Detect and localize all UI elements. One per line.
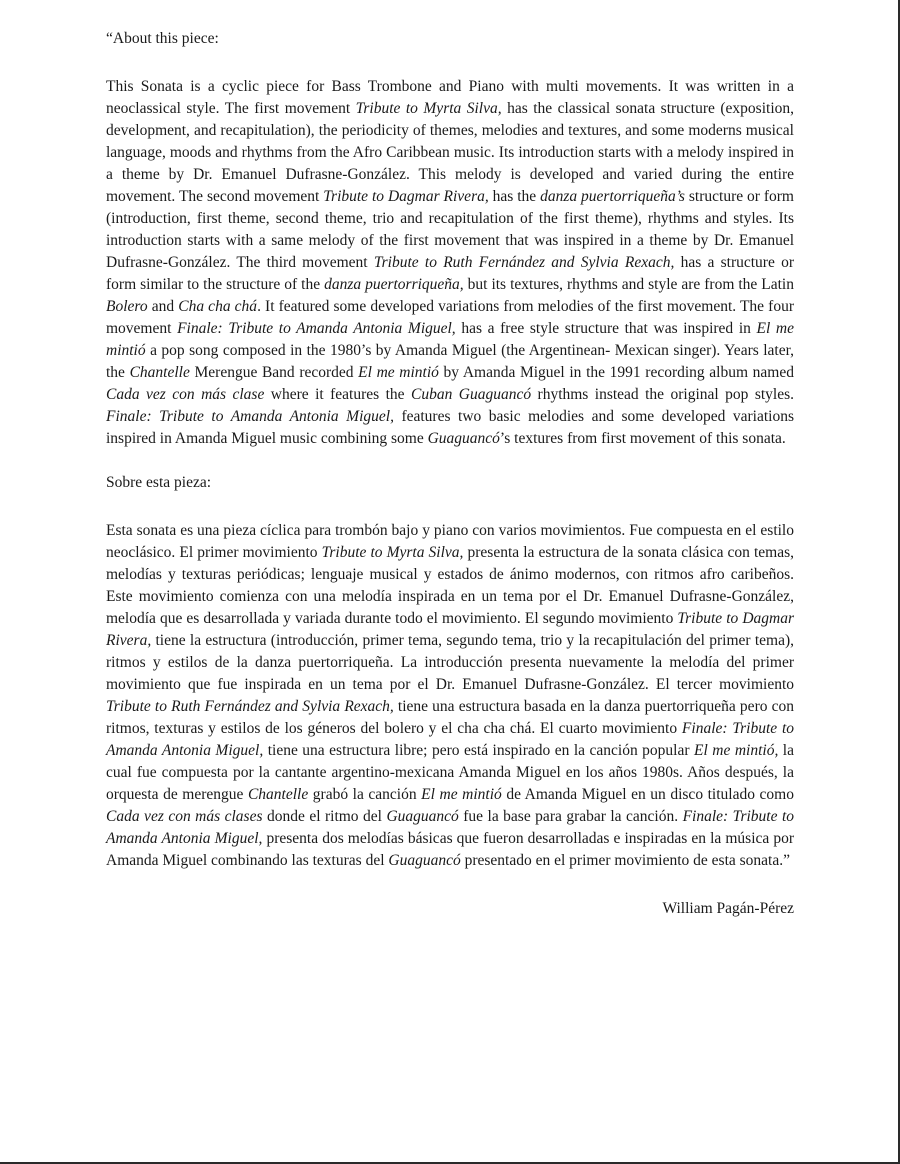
paragraph-text: Merengue Band recorded [189,364,359,381]
paragraph-text: has a free style structure that was inspired in [455,320,757,337]
paragraph-text: tiene una estructura basada en la danza puertorriqueña pero con ritmos, texturas y estilos de los géneros del bolero y el cha cha chá. El cuarto movimiento [106,698,794,737]
author-signature: William Pagán-Pérez [662,900,794,917]
italic-title-text: Finale: Tribute to Amanda Antonia Miguel, [106,808,795,847]
spacer [106,50,794,76]
english-heading: “About this piece: [106,30,219,47]
spacer [106,494,794,520]
italic-title-text: El me mintió, [694,742,779,759]
italic-title-text: Cha cha chá [178,298,258,315]
paragraph-text: presenta dos melodías básicas que fueron desarrolladas e inspiradas en la música por Amanda Miguel combinando las texturas del [106,830,794,869]
italic-title-text: Finale: Tribute to Amanda Antonia Miguel, [177,320,456,337]
paragraph-text: by Amanda Miguel in the 1991 recording album named [438,364,794,381]
english-paragraph [106,76,794,450]
italic-title-text: Guaguancó [386,808,459,825]
paragraph-text: a pop song composed in the 1980’s by Amanda Miguel (the Argentinean- Mexican singer). Years later, the [106,342,794,381]
italic-title-text: Tribute to Ruth Fernández and Sylvia Rexach, [373,254,675,271]
paragraph-text: tiene la estructura (introducción, primer tema, segundo tema, trio y la recapitulación del primer tema), ritmos y estilos de la danza puertorriqueña. La introducción presenta nuevamente la melodía del primer movimiento que fue inspirada en un tema por el Dr. Emanuel Dufrasne-González. El tercer movimiento [106,632,794,693]
paragraph-text: has the classical sonata structure (exposition, development, and recapitulation), the periodicity of themes, melodies and textures, and some moderns musical language, moods and rhythms from the Afro Caribbean music. Its introduction starts with a melody inspired in a theme by Dr. Emanuel Dufrasne-González. This melody is developed and varied during the entire movement. The second movement [106,100,794,205]
italic-title-text: Chantelle [129,364,190,381]
paragraph-text: tiene una estructura libre; pero está inspirado en la canción popular [263,742,695,759]
paragraph-text: grabó la canción [308,786,422,803]
italic-title-text: Tribute to Myrta Silva, [321,544,464,561]
paragraph-text: donde el ritmo del [262,808,387,825]
italic-title-text: El me mintió [106,320,794,359]
italic-title-text: Tribute to Dagmar Rivera, [323,188,489,205]
spacer [106,872,794,898]
spanish-heading: Sobre esta pieza: [106,474,212,491]
italic-title-text: Finale: Tribute to Amanda Antonia Miguel, [106,408,394,425]
paragraph-text: . It featured some developed variations from melodies of the first movement. The four movement [106,298,794,337]
paragraph-text: where it features the [264,386,411,403]
spacer [106,450,794,472]
italic-title-text: Guaguancó [427,430,500,447]
italic-title-text: Chantelle [247,786,309,803]
italic-title-text: Bolero [106,298,148,315]
italic-title-text: Tribute to Myrta Silva, [355,100,502,117]
italic-title-text: Cuban Guaguancó [410,386,532,403]
italic-title-text: El me mintió [421,786,502,803]
paragraph-text: has a structure or form similar to the structure of the [106,254,794,293]
paragraph-text: This Sonata is a cyclic piece for Bass Trombone and Piano with multi movements. It was written in a neoclassical style. The first movement [106,78,794,117]
italic-title-text: Tribute to Ruth Fernández and Sylvia Rexach, [106,698,394,715]
spanish-paragraph [106,520,794,872]
italic-title-text: Guaguancó [388,852,461,869]
italic-title-text: El me mintió [358,364,439,381]
paragraph-text: features two basic melodies and some developed variations inspired in Amanda Miguel music combining some [106,408,794,447]
paragraph-text: structure or form (introduction, first theme, second theme, trio and recapitulation of the first theme), rhythms and styles. Its introduction starts with a same melody of the first movement that was inspired in a theme by Dr. Emanuel Dufrasne-González. The third movement [106,188,794,271]
italic-title-text: danza puertorriqueña’s [540,188,685,205]
italic-title-text: Cada vez con más clase [106,386,265,403]
paragraph-text: de Amanda Miguel en un disco titulado como [501,786,794,803]
paragraph-text: presentado en el primer movimiento de esta sonata.” [460,852,790,869]
italic-title-text: danza puertorriqueña, [324,276,464,293]
italic-title-text: Tribute to Dagmar Rivera, [106,610,794,649]
italic-title-text: Cada vez con más clases [106,808,263,825]
paragraph-text: presenta la estructura de la sonata clásica con temas, melodías y texturas periódicas; lenguaje musical y estados de ánimo modernos, con ritmos afro caribeños. Este movimiento comienza con una melodía inspirada en un tema por el Dr. Emanuel Dufrasne-González, melodía que es desarrollada y variada durante todo el movimiento. El segundo movimiento [106,544,795,627]
italic-title-text: Finale: Tribute to Amanda Antonia Miguel, [106,720,795,759]
paragraph-text: but its textures, rhythms and style are from the Latin [463,276,794,293]
paragraph-text: la cual fue compuesta por la cantante argentino-mexicana Amanda Miguel en los años 1980s. Años después, la orquesta de merengue [106,742,794,803]
document-content [106,28,794,920]
paragraph-text: fue la base para grabar la canción. [458,808,683,825]
paragraph-text: ’s textures from first movement of this sonata. [499,430,786,447]
paragraph-text: and [147,298,179,315]
paragraph-text: has the [488,188,541,205]
paragraph-text: rhythms instead the original pop styles. [531,386,794,403]
paragraph-text: Esta sonata es una pieza cíclica para trombón bajo y piano con varios movimientos. Fue compuesta en el estilo neoclásico. El primer movimiento [106,522,794,561]
